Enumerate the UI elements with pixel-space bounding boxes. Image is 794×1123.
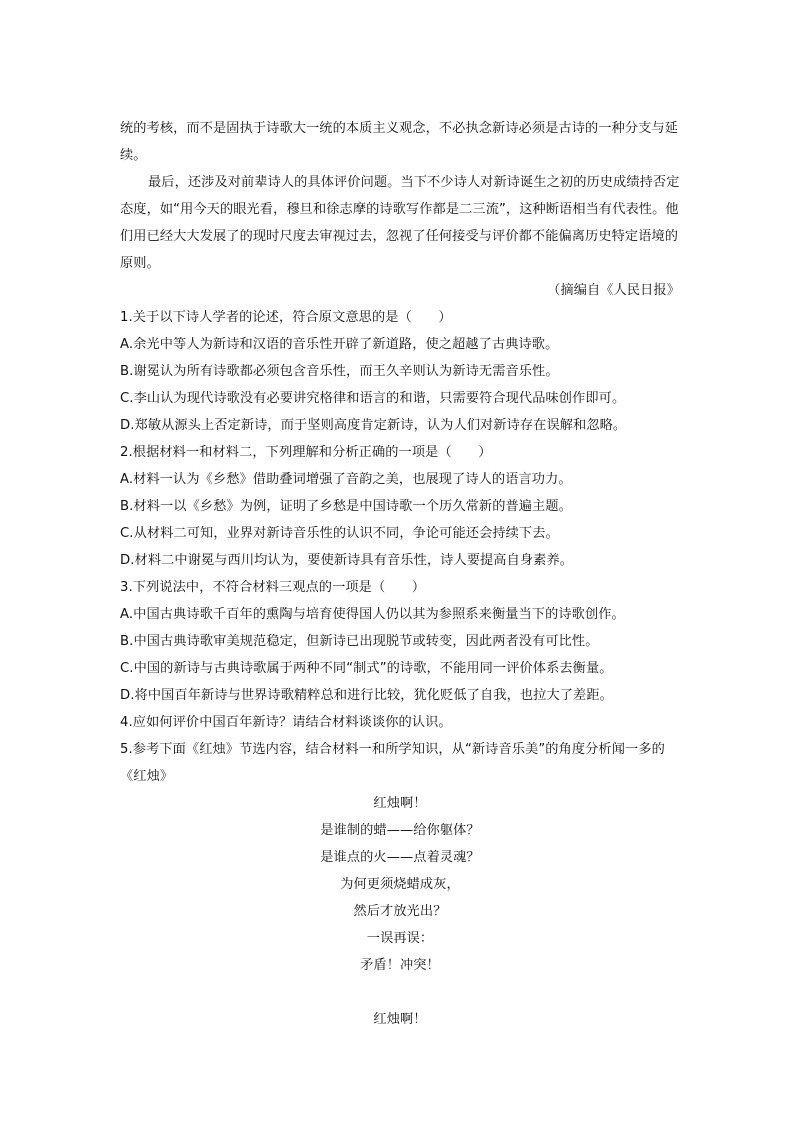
question-2-stem: 2.根据材料一和材料二，下列理解和分析正确的一项是（ ） xyxy=(120,445,492,460)
poem-line: 矛盾！冲突！ xyxy=(360,958,440,973)
poem-line: 一误再误： xyxy=(366,931,434,946)
question-2-option-c: C.从材料二可知，业界对新诗音乐性的认识不同，争论可能还会持续下去。 xyxy=(120,526,559,541)
question-5-stem: 5.参考下面《红烛》节选内容，结合材料一和所学知识，从“新诗音乐美”的角度分析闻一多的《红烛》 xyxy=(120,742,665,784)
poem-excerpt xyxy=(120,790,680,1033)
question-2-option-a: A.材料一认为《乡愁》借助叠词增强了音韵之美，也展现了诗人的语言功力。 xyxy=(120,472,572,487)
question-1-option-d: D.郑敏从源头上否定新诗，而于坚则高度肯定新诗，认为人们对新诗存在误解和忽略。 xyxy=(120,418,627,433)
question-1-option-a: A.余光中等人为新诗和汉语的音乐性开辟了新道路，使之超越了古典诗歌。 xyxy=(120,337,559,352)
poem-line: 红烛啊！ xyxy=(373,1012,427,1027)
question-3-option-a: A.中国古典诗歌千百年的熏陶与培育使得国人仍以其为参照系来衡量当下的诗歌创作。 xyxy=(120,607,625,622)
poem-line: 为何更须烧蜡成灰， xyxy=(340,877,460,892)
question-3-option-d: D.将中国百年新诗与世界诗歌精粹总和进行比较，犹化贬低了自我，也拉大了差距。 xyxy=(120,688,613,703)
document-page xyxy=(120,115,680,1033)
question-4-stem: 4.应如何评价中国百年新诗？请结合材料谈谈你的认识。 xyxy=(120,715,452,730)
question-3-option-b: B.中国古典诗歌审美规范稳定，但新诗已出现脱节或转变，因此两者没有可比性。 xyxy=(120,634,599,649)
poem-line: 是谁点的火——点着灵魂？ xyxy=(320,850,480,865)
passage-source: （摘编自《人民日报》 xyxy=(547,283,680,298)
question-1-option-c: C.李山认为现代诗歌没有必要讲究格律和语言的和谐，只需要符合现代品味创作即可。 xyxy=(120,391,626,406)
stanza-break xyxy=(120,979,680,1006)
question-3-stem: 3.下列说法中，不符合材料三观点的一项是（ ） xyxy=(120,580,426,595)
passage-paragraph-final: 最后，还涉及对前辈诗人的具体评价问题。当下不少诗人对新诗诞生之初的历史成绩持否定态度，如“用今天的眼光看，穆旦和徐志摩的诗歌写作都是二三流”，这种断语相当有代表性。他们用已经大大发展了的现时尺度去审视过去，忽视了任何接受与评价都不能偏离历史特定语境的原则。 xyxy=(120,175,680,271)
poem-line: 是谁制的蜡——给你躯体？ xyxy=(320,823,480,838)
poem-line: 红烛啊！ xyxy=(373,796,427,811)
question-1-option-b: B.谢冕认为所有诗歌都必须包含音乐性，而王久辛则认为新诗无需音乐性。 xyxy=(120,364,559,379)
poem-line: 然后才放光出？ xyxy=(353,904,447,919)
question-1-stem: 1.关于以下诗人学者的论述，符合原文意思的是（ ） xyxy=(120,310,452,325)
question-2-option-d: D.材料二中谢冕与西川均认为，要使新诗具有音乐性，诗人要提高自身素养。 xyxy=(120,553,574,568)
question-2-option-b: B.材料一以《乡愁》为例，证明了乡愁是中国诗歌一个历久常新的普遍主题。 xyxy=(120,499,572,514)
passage-paragraph-continued: 统的考核，而不是固执于诗歌大一统的本质主义观念，不必执念新诗必须是古诗的一种分支与延续。 xyxy=(120,121,679,163)
question-3-option-c: C.中国的新诗与古典诗歌属于两种不同“制式”的诗歌，不能用同一评价体系去衡量。 xyxy=(120,661,613,676)
